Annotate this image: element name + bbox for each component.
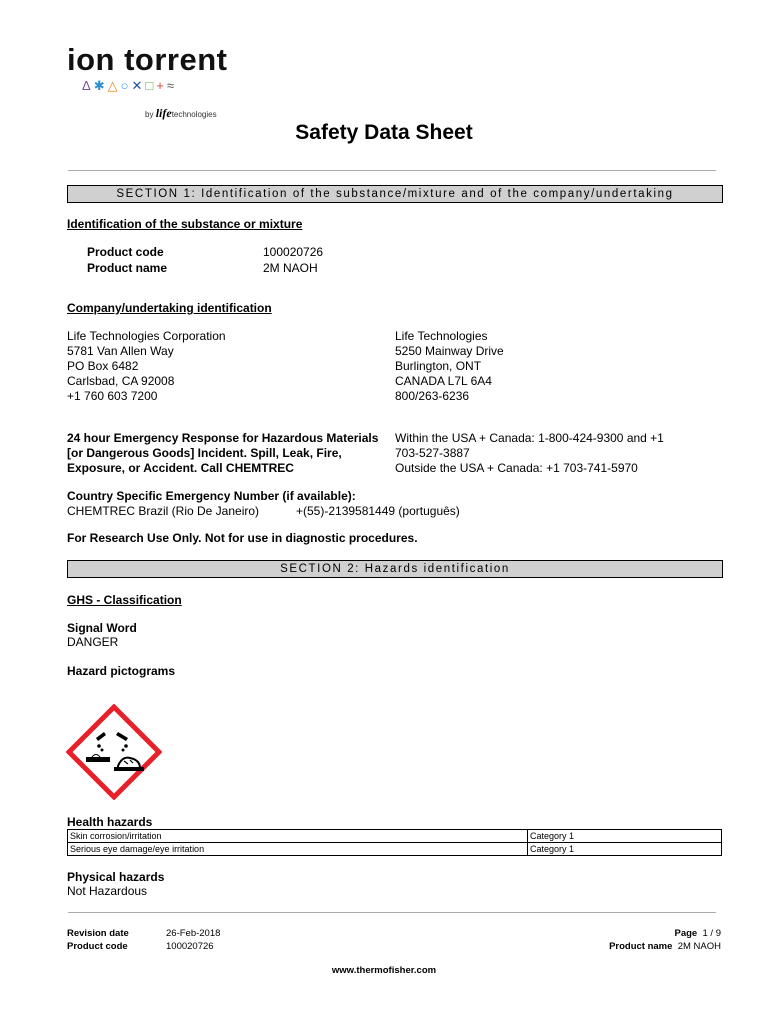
address-line: 5250 Mainway Drive — [395, 344, 504, 358]
ident-heading: Identification of the substance or mixture — [67, 217, 303, 231]
table-row — [68, 830, 722, 843]
footer-product-code-value: 100020726 — [166, 941, 214, 952]
emergency-label — [67, 431, 378, 476]
company-heading: Company/undertaking identification — [67, 301, 272, 315]
logo-symbol-icon: ✕ — [131, 78, 146, 93]
health-hazards-table — [67, 829, 722, 856]
emergency-label-line: 24 hour Emergency Response for Hazardous Materials — [67, 431, 379, 445]
footer-product-name: Product name 2M NAOH — [609, 941, 721, 952]
product-name-label: Product name — [87, 261, 168, 275]
product-code-value: 100020726 — [263, 245, 324, 259]
emergency-number-line: 703-527-3887 — [395, 446, 470, 460]
corrosion-pictogram-icon — [66, 704, 162, 800]
address-line: CANADA L7L 6A4 — [395, 374, 492, 388]
physical-hazards-label: Physical hazards — [67, 870, 165, 884]
hazard-cell: Skin corrosion/irritation — [68, 830, 528, 843]
emergency-numbers — [395, 431, 664, 476]
emergency-number-line: Within the USA + Canada: 1-800-424-9300 and +1 — [395, 431, 664, 445]
research-use-note: For Research Use Only. Not for use in diagnostic procedures. — [67, 531, 418, 545]
product-code-label: Product code — [87, 245, 164, 259]
signal-word-label: Signal Word — [67, 621, 137, 635]
product-name-value: 2M NAOH — [263, 261, 318, 275]
health-hazards-label: Health hazards — [67, 815, 153, 829]
logo-symbol-icon: △ — [107, 78, 121, 93]
section-1-header: SECTION 1: Identification of the substance/mixture and of the company/undertaking — [67, 185, 723, 203]
divider — [68, 170, 716, 171]
address-line: Life Technologies Corporation — [67, 329, 226, 343]
logo-symbol-icon: □ — [145, 78, 157, 93]
address-line: Burlington, ONT — [395, 359, 482, 373]
address-line: 800/263-6236 — [395, 389, 470, 403]
category-cell: Category 1 — [528, 843, 722, 856]
physical-hazards-value: Not Hazardous — [67, 884, 148, 898]
chemtrec-brazil: CHEMTREC Brazil (Rio De Janeiro) — [67, 504, 260, 518]
revision-date-label: Revision date — [67, 928, 129, 939]
ghs-heading: GHS - Classification — [67, 593, 182, 607]
page-number: Page 1 / 9 — [674, 928, 721, 939]
emergency-label-line: [or Dangerous Goods] Incident. Spill, Leak, Fire, — [67, 446, 342, 460]
revision-date-value: 26-Feb-2018 — [166, 928, 221, 939]
emergency-label-line: Exposure, or Accident. Call CHEMTREC — [67, 461, 294, 475]
hazard-pictograms-label: Hazard pictograms — [67, 664, 176, 678]
logo-symbol-icon: + — [156, 78, 167, 93]
logo-symbol-icon: ≈ — [166, 78, 177, 93]
logo-symbol-icon: ✱ — [93, 78, 108, 93]
company-address-us — [67, 329, 226, 404]
table-row — [68, 843, 722, 856]
emergency-number-line: Outside the USA + Canada: +1 703-741-5970 — [395, 461, 638, 475]
address-line: 5781 Van Allen Way — [67, 344, 174, 358]
company-address-ca — [395, 329, 504, 404]
signal-word-value: DANGER — [67, 635, 119, 649]
hazard-cell: Serious eye damage/eye irritation — [68, 843, 528, 856]
by-life-technologies: by lifetechnologies — [145, 106, 217, 120]
address-line: +1 760 603 7200 — [67, 389, 158, 403]
category-cell: Category 1 — [528, 830, 722, 843]
footer-product-code-label: Product code — [67, 941, 128, 952]
brand-symbols — [82, 79, 177, 92]
website-link[interactable]: www.thermofisher.com — [331, 965, 437, 976]
logo-symbol-icon: Δ — [82, 78, 94, 93]
section-2-header: SECTION 2: Hazards identification — [67, 560, 723, 578]
footer-divider — [68, 912, 716, 913]
page-title: Safety Data Sheet — [295, 121, 473, 144]
country-emergency-heading: Country Specific Emergency Number (if available): — [67, 489, 356, 503]
chemtrec-brazil-number: +(55)-2139581449 (português) — [296, 504, 460, 518]
address-line: PO Box 6482 — [67, 359, 139, 373]
brand-logo: ion torrent — [67, 42, 228, 77]
logo-symbol-icon: ○ — [120, 78, 132, 93]
address-line: Life Technologies — [395, 329, 488, 343]
address-line: Carlsbad, CA 92008 — [67, 374, 175, 388]
